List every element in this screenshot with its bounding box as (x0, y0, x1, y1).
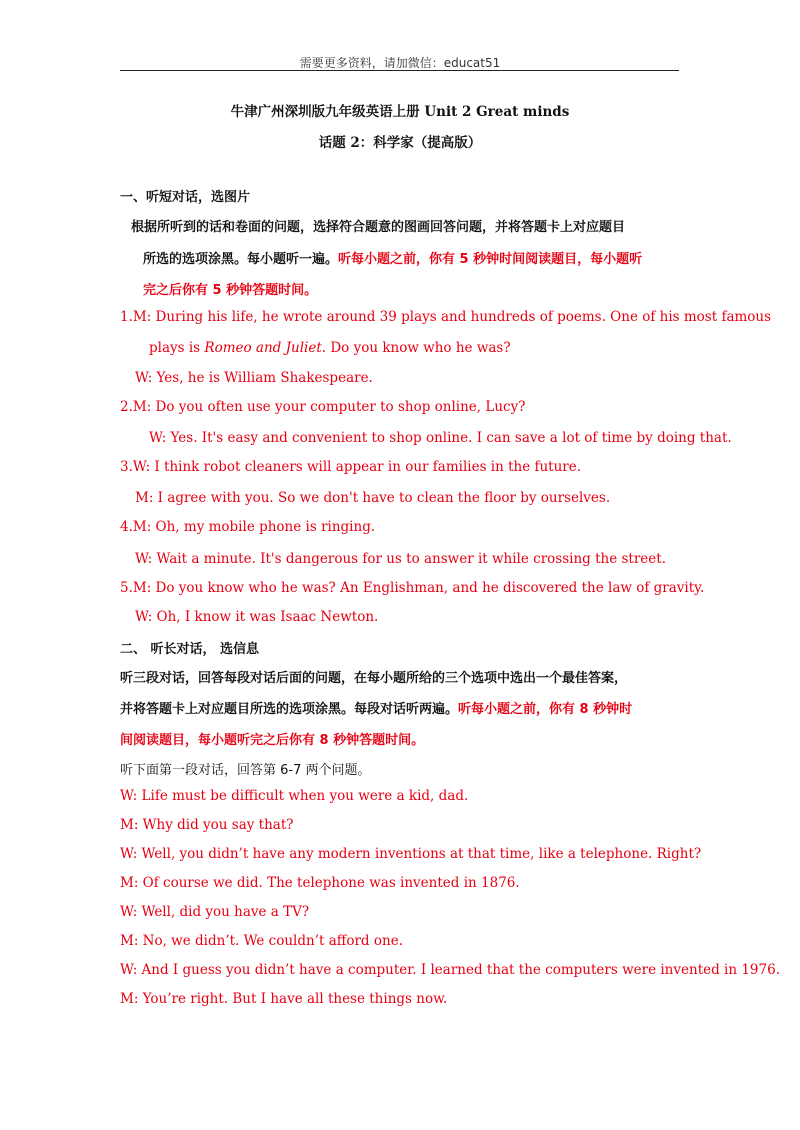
q5-line1: 5.M: Do you know who he was? An Englishman, and he discovered the law of gravity. (120, 580, 705, 596)
dialogue-line: M: Why did you say that? (120, 817, 294, 833)
dialogue-line: M: You’re right. But I have all these things now. (120, 991, 448, 1007)
q2-answer: W: Yes. It's easy and convenient to shop online. I can save a lot of time by doing that. (149, 430, 732, 446)
section2-instructions-line2-red: 听每小题之前，你有 8 秒钟时 (458, 702, 633, 717)
section1-instructions-line2-red: 听每小题之前，你有 5 秒钟时间阅读题目，每小题听 (338, 252, 643, 267)
section2-instructions-line2 (120, 698, 632, 717)
section1-instructions-line2-black: 所选的选项涂黑。每小题听一遍。 (143, 252, 339, 267)
q1-line2 (149, 340, 511, 356)
section2-heading: 二、 听长对话， 选信息 (120, 642, 260, 657)
dialogue-line: M: No, we didn’t. We couldn’t afford one. (120, 933, 403, 949)
page-header: 需要更多资料，请加微信：educat51 (299, 56, 501, 70)
document-title: 牛津广州深圳版九年级英语上册 Unit 2 Great minds (230, 104, 570, 120)
section1-instructions-line3: 完之后你有 5 秒钟答题时间。 (143, 283, 318, 298)
q4-answer: W: Wait a minute. It's dangerous for us to answer it while crossing the street. (135, 551, 667, 567)
q4-line1: 4.M: Oh, my mobile phone is ringing. (120, 519, 376, 535)
section1-instructions-line1: 根据所听到的话和卷面的问题，选择符合题意的图画回答问题，并将答题卡上对应题目 (131, 220, 626, 235)
dialogue-line: W: Well, you didn’t have any modern inventions at that time, like a telephone. Right? (120, 846, 702, 862)
q1-line1: 1.M: During his life, he wrote around 39 plays and hundreds of poems. One of his most famous (120, 309, 772, 325)
dialogue-line: M: Of course we did. The telephone was invented in 1876. (120, 875, 520, 891)
q5-answer: W: Oh, I know it was Isaac Newton. (135, 609, 379, 625)
dialogue-line: W: Life must be difficult when you were a kid, dad. (120, 788, 469, 804)
q3-line1: 3.W: I think robot cleaners will appear in our families in the future. (120, 459, 582, 475)
section1-heading: 一、听短对话，选图片 (120, 190, 251, 205)
dialogue-line: W: And I guess you didn’t have a computer. I learned that the computers were invented in 1976. (120, 962, 780, 978)
section2-instructions-line3: 间阅读题目，每小题听完之后你有 8 秒钟答题时间。 (120, 733, 425, 748)
section2-instructions-line2-black: 并将答题卡上对应题目所选的选项涂黑。每段对话听两遍。 (120, 702, 459, 717)
q1-answer: W: Yes, he is William Shakespeare. (135, 370, 373, 386)
section2-instructions-line1: 听三段对话，回答每段对话后面的问题，在每小题所给的三个选项中选出一个最佳答案， (120, 671, 628, 686)
dialogue1-intro: 听下面第一段对话，回答第 6-7 两个问题。 (120, 763, 371, 778)
q1-line2-b: Do you know who he was? (326, 340, 511, 356)
q1-line2-a: plays is (149, 340, 205, 356)
header-rule (120, 70, 679, 71)
document-subtitle: 话题 2：科学家（提高版） (318, 135, 482, 151)
q2-line1: 2.M: Do you often use your computer to shop online, Lucy? (120, 399, 526, 415)
q3-answer: M: I agree with you. So we don't have to clean the floor by ourselves. (135, 490, 611, 506)
section1-instructions-line2 (143, 248, 642, 267)
dialogue-line: W: Well, did you have a TV? (120, 904, 310, 920)
q1-play-title: Romeo and Juliet. (204, 340, 327, 356)
